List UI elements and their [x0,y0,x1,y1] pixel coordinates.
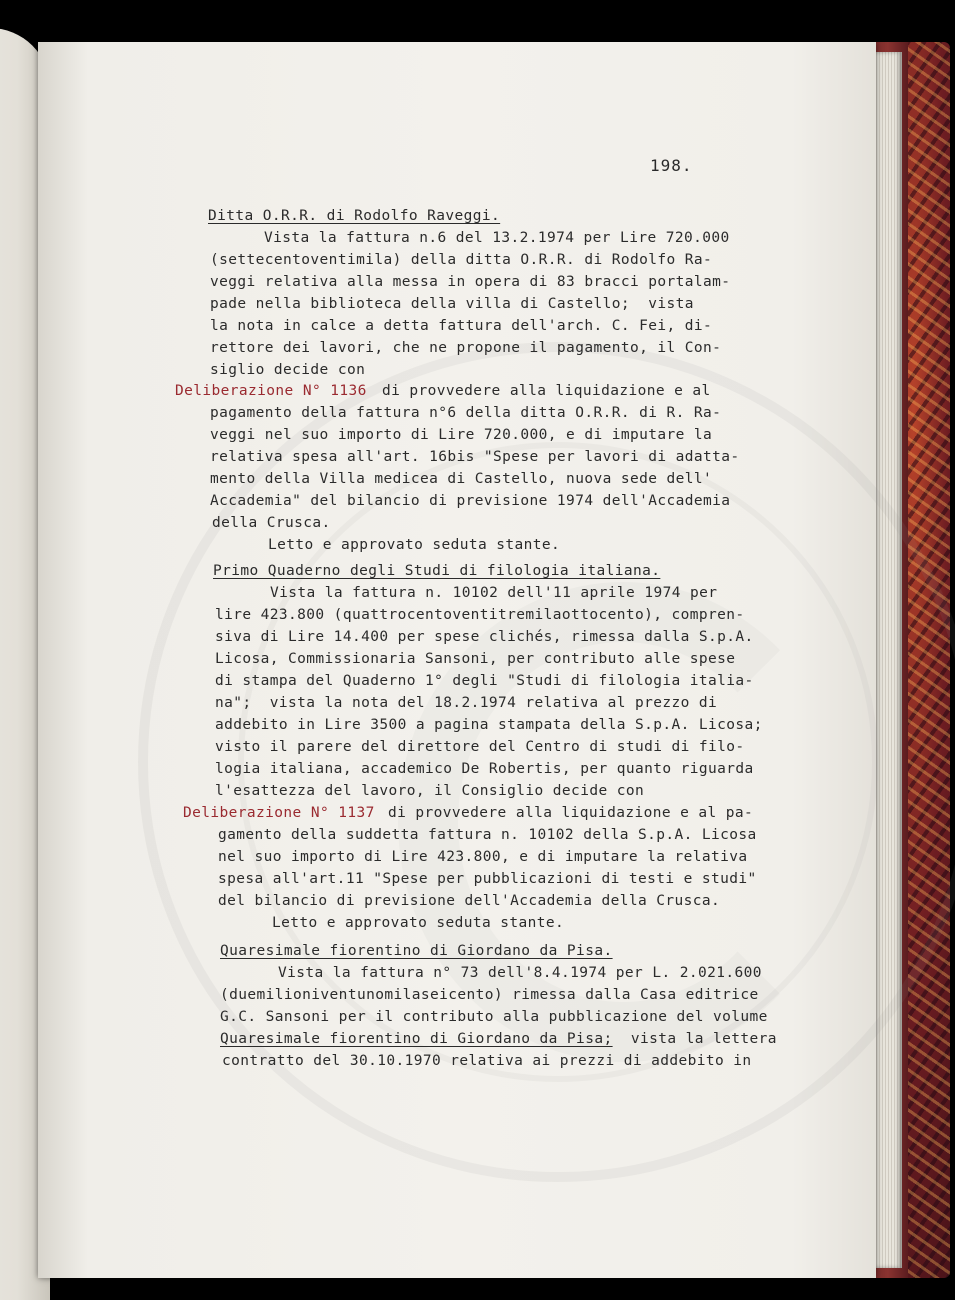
body-line: siglio decide con [210,362,366,378]
body-line-tail: vista la lettera [612,1031,777,1047]
body-line: (settecentoventimila) della ditta O.R.R. di Rodolfo Ra- [210,252,713,268]
body-line: Vista la fattura n° 73 dell'8.4.1974 per L. 2.021.600 [278,965,762,981]
body-line: rettore dei lavori, che ne propone il pagamento, il Con- [210,340,722,356]
body-line: contratto del 30.10.1970 relativa ai prezzi di addebito in [222,1053,752,1069]
decision-line: nel suo importo di Lire 423.800, e di imputare la relativa [218,849,748,865]
deliberation-label-1137: Deliberazione N° 1137 [183,805,375,821]
body-line: (duemilioniventunomilaseicento) rimessa dalla Casa editrice [220,987,759,1003]
body-line-with-title [220,1031,777,1047]
body-line: addebito in Lire 3500 a pagina stampata della S.p.A. Licosa; [215,717,763,733]
decision-line: spesa all'art.11 "Spese per pubblicazioni di testi e studi" [218,871,757,887]
body-line: na"; vista la nota del 18.2.1974 relativa al prezzo di [215,695,718,711]
approval-line: Letto e approvato seduta stante. [268,537,561,553]
section-heading-raveggi: Ditta O.R.R. di Rodolfo Raveggi. [208,208,501,224]
decision-line: di provvedere alla liquidazione e al pa- [388,805,754,821]
approval-line: Letto e approvato seduta stante. [272,915,565,931]
body-line: siva di Lire 14.400 per spese clichés, rimessa dalla S.p.A. [215,629,754,645]
body-line: G.C. Sansoni per il contributo alla pubblicazione del volume [220,1009,768,1025]
body-line: la nota in calce a detta fattura dell'arch. C. Fei, di- [210,318,713,334]
body-line: visto il parere del direttore del Centro di studi di filo- [215,739,745,755]
decision-line: veggi nel suo importo di Lire 720.000, e di imputare la [210,427,713,443]
body-line: l'esattezza del lavoro, il Consiglio decide con [215,783,645,799]
deliberation-label-1136: Deliberazione N° 1136 [175,383,367,399]
decision-line: della Crusca. [212,515,331,531]
decision-line: relativa spesa all'art. 16bis "Spese per lavori di adatta- [210,449,740,465]
section-heading-quaresimale: Quaresimale fiorentino di Giordano da Pisa. [220,943,613,959]
body-line: di stampa del Quaderno 1° degli "Studi di filologia italia- [215,673,754,689]
page-number: 198. [650,156,693,175]
decision-line: gamento della suddetta fattura n. 10102 della S.p.A. Licosa [218,827,757,843]
volume-title: Quaresimale fiorentino di Giordano da Pisa; [220,1031,613,1047]
decision-line: del bilancio di previsione dell'Accademia della Crusca. [218,893,721,909]
body-line: Vista la fattura n.6 del 13.2.1974 per Lire 720.000 [264,230,730,246]
body-line: lire 423.800 (quattrocentoventitremilaottocento), compren- [215,607,745,623]
decision-line: Accademia" del bilancio di previsione 1974 dell'Accademia [210,493,731,509]
body-line: logia italiana, accademico De Robertis, per quanto riguarda [215,761,754,777]
decision-line: mento della Villa medicea di Castello, nuova sede dell' [210,471,713,487]
body-line: pade nella biblioteca della villa di Castello; vista [210,296,694,312]
decision-line: di provvedere alla liquidazione e al [382,383,711,399]
decision-line: pagamento della fattura n°6 della ditta O.R.R. di R. Ra- [210,405,722,421]
body-line: veggi relativa alla messa in opera di 83 bracci portalam- [210,274,731,290]
body-line: Licosa, Commissionaria Sansoni, per contributo alle spese [215,651,736,667]
body-line: Vista la fattura n. 10102 dell'11 aprile 1974 per [270,585,718,601]
section-heading-quaderno: Primo Quaderno degli Studi di filologia italiana. [213,563,661,579]
